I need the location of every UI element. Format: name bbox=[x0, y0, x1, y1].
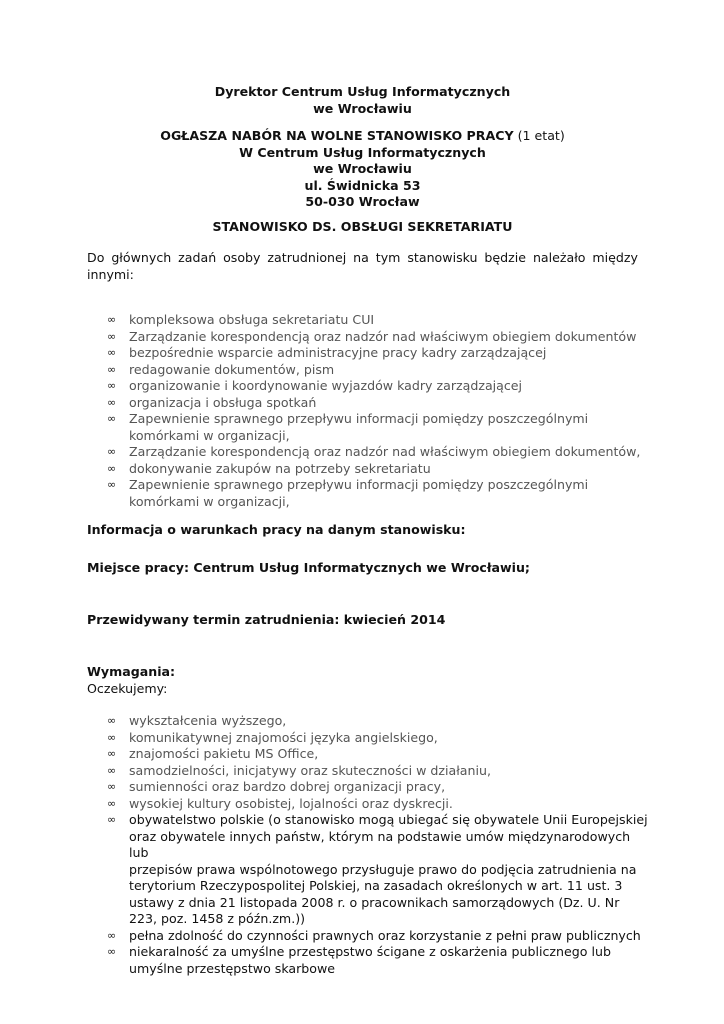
list-item bbox=[0, 345, 649, 362]
list-item bbox=[0, 411, 649, 444]
bullet-icon: ∞ bbox=[107, 714, 117, 727]
list-item-line: obywatelstwo polskie (o stanowisko mogą ubiegać się obywatele Unii Europejskiej bbox=[129, 812, 648, 827]
list-item-line: wysokiej kultury osobistej, lojalności oraz dyskrecji. bbox=[129, 795, 453, 811]
bullet-icon: ∞ bbox=[107, 928, 117, 942]
bullet-icon: ∞ bbox=[107, 461, 117, 475]
bullet-icon: ∞ bbox=[107, 780, 117, 793]
bullet-icon: ∞ bbox=[107, 329, 117, 343]
list-item-line: samodzielności, inicjatywy oraz skuteczności w działaniu, bbox=[129, 762, 491, 778]
requirements-block bbox=[87, 664, 638, 697]
list-item bbox=[0, 763, 649, 780]
bullet-icon: ∞ bbox=[107, 763, 117, 777]
list-item-line: 223, poz. 1458 z późn.zm.)) bbox=[129, 911, 306, 926]
list-item-line: pełna zdolność do czynności prawnych oraz korzystanie z pełni praw publicznych bbox=[129, 927, 641, 943]
director-city-line: we Wrocławiu bbox=[313, 100, 412, 116]
list-item bbox=[0, 329, 649, 346]
bullet-icon: ∞ bbox=[107, 445, 117, 458]
list-item-line: Zarządzanie korespondencją oraz nadzór nad właściwym obiegiem dokumentów, bbox=[129, 444, 641, 459]
list-item-line: umyślne przestępstwo skarbowe bbox=[129, 960, 336, 976]
list-item-line: Zarządzanie korespondencją oraz nadzór nad właściwym obiegiem dokumentów bbox=[129, 328, 637, 344]
requirements-expect: Oczekujemy: bbox=[87, 680, 168, 696]
list-item bbox=[0, 713, 649, 730]
bullet-icon: ∞ bbox=[107, 395, 117, 409]
bullet-icon: ∞ bbox=[107, 313, 117, 326]
place-line-2: we Wrocławiu bbox=[313, 161, 412, 176]
list-item-line: ustawy z dnia 21 listopada 2008 r. o pracownikach samorządowych (Dz. U. Nr bbox=[129, 894, 620, 910]
list-item bbox=[0, 730, 649, 747]
requirements-soft-list bbox=[0, 713, 649, 812]
city-line: 50-030 Wrocław bbox=[305, 194, 420, 209]
list-item bbox=[0, 395, 649, 412]
bullet-icon: ∞ bbox=[107, 813, 117, 826]
header-block bbox=[87, 84, 638, 117]
announcement-block bbox=[87, 128, 638, 211]
list-item bbox=[0, 378, 649, 395]
list-item-line: dokonywanie zakupów na potrzeby sekretariatu bbox=[129, 460, 431, 476]
list-item bbox=[0, 812, 649, 928]
list-item bbox=[0, 779, 649, 796]
bullet-icon: ∞ bbox=[107, 379, 117, 392]
list-item bbox=[0, 928, 649, 945]
announcement-line bbox=[87, 128, 638, 145]
list-item-line: Zapewnienie sprawnego przepływu informacji pomiędzy poszczególnymi bbox=[129, 477, 589, 492]
street-line: ul. Świdnicka 53 bbox=[304, 177, 421, 193]
list-item-line: niekaralność za umyślne przestępstwo ścigane z oskarżenia publicznego lub bbox=[129, 944, 611, 959]
intro-line-1: Do głównych zadań osoby zatrudnionej na tym stanowisku będzie należało między bbox=[87, 250, 638, 265]
list-item-line: wykształcenia wyższego, bbox=[129, 713, 287, 728]
list-item bbox=[0, 312, 649, 329]
list-item bbox=[0, 477, 649, 510]
list-item-line: znajomości pakietu MS Office, bbox=[129, 746, 319, 761]
intro-line-2: innymi: bbox=[87, 266, 134, 282]
list-item bbox=[0, 944, 649, 977]
list-item bbox=[0, 362, 649, 379]
list-item-line: Zapewnienie sprawnego przepływu informacji pomiędzy poszczególnymi bbox=[129, 411, 589, 426]
start-date-line: Przewidywany termin zatrudnienia: kwiecień 2014 bbox=[87, 612, 446, 627]
requirements-heading: Wymagania: bbox=[87, 664, 176, 679]
list-item bbox=[0, 746, 649, 763]
place-line-1: W Centrum Usług Informatycznych bbox=[239, 144, 486, 160]
list-item bbox=[0, 461, 649, 478]
requirements-formal-list bbox=[0, 812, 649, 977]
bullet-icon: ∞ bbox=[107, 747, 117, 760]
list-item-line: oraz obywatele innych państw, którym na podstawie umów międzynarodowych lub bbox=[129, 828, 631, 860]
list-item-line: redagowanie dokumentów, pism bbox=[129, 361, 335, 377]
list-item-line: bezpośrednie wsparcie administracyjne pracy kadry zarządzającej bbox=[129, 345, 547, 360]
list-item-line: kompleksowa obsługa sekretariatu CUI bbox=[129, 312, 375, 327]
duties-list bbox=[0, 312, 649, 510]
conditions-heading: Informacja o warunkach pracy na danym stanowisku: bbox=[87, 522, 466, 537]
list-item bbox=[0, 796, 649, 813]
announcement-title: OGŁASZA NABÓR NA WOLNE STANOWISKO PRACY bbox=[160, 128, 514, 143]
intro-paragraph bbox=[87, 250, 638, 283]
list-item-line: sumienności oraz bardzo dobrej organizacji pracy, bbox=[129, 779, 446, 794]
list-item-line: przepisów prawa wspólnotowego przysługuje prawo do podjęcia zatrudnienia na bbox=[129, 861, 637, 877]
bullet-icon: ∞ bbox=[107, 945, 117, 958]
list-item-line: organizowanie i koordynowanie wyjazdów kadry zarządzającej bbox=[129, 378, 523, 393]
bullet-icon: ∞ bbox=[107, 796, 117, 810]
position-title: STANOWISKO DS. OBSŁUGI SEKRETARIATU bbox=[212, 219, 513, 234]
bullet-icon: ∞ bbox=[107, 730, 117, 744]
bullet-icon: ∞ bbox=[107, 412, 117, 425]
bullet-icon: ∞ bbox=[107, 362, 117, 376]
list-item-line: komórkami w organizacji, bbox=[129, 493, 290, 509]
list-item-line: terytorium Rzeczypospolitej Polskiej, na zasadach określonych w art. 11 ust. 3 bbox=[129, 878, 623, 893]
list-item-line: organizacja i obsługa spotkań bbox=[129, 394, 317, 410]
bullet-icon: ∞ bbox=[107, 478, 117, 491]
list-item-line: komunikatywnej znajomości języka angielskiego, bbox=[129, 729, 438, 745]
list-item-line: komórkami w organizacji, bbox=[129, 427, 290, 443]
announcement-etat: (1 etat) bbox=[513, 128, 565, 143]
workplace-line: Miejsce pracy: Centrum Usług Informatycznych we Wrocławiu; bbox=[87, 560, 530, 575]
director-line: Dyrektor Centrum Usług Informatycznych bbox=[214, 84, 511, 99]
list-item bbox=[0, 444, 649, 461]
bullet-icon: ∞ bbox=[107, 346, 117, 359]
